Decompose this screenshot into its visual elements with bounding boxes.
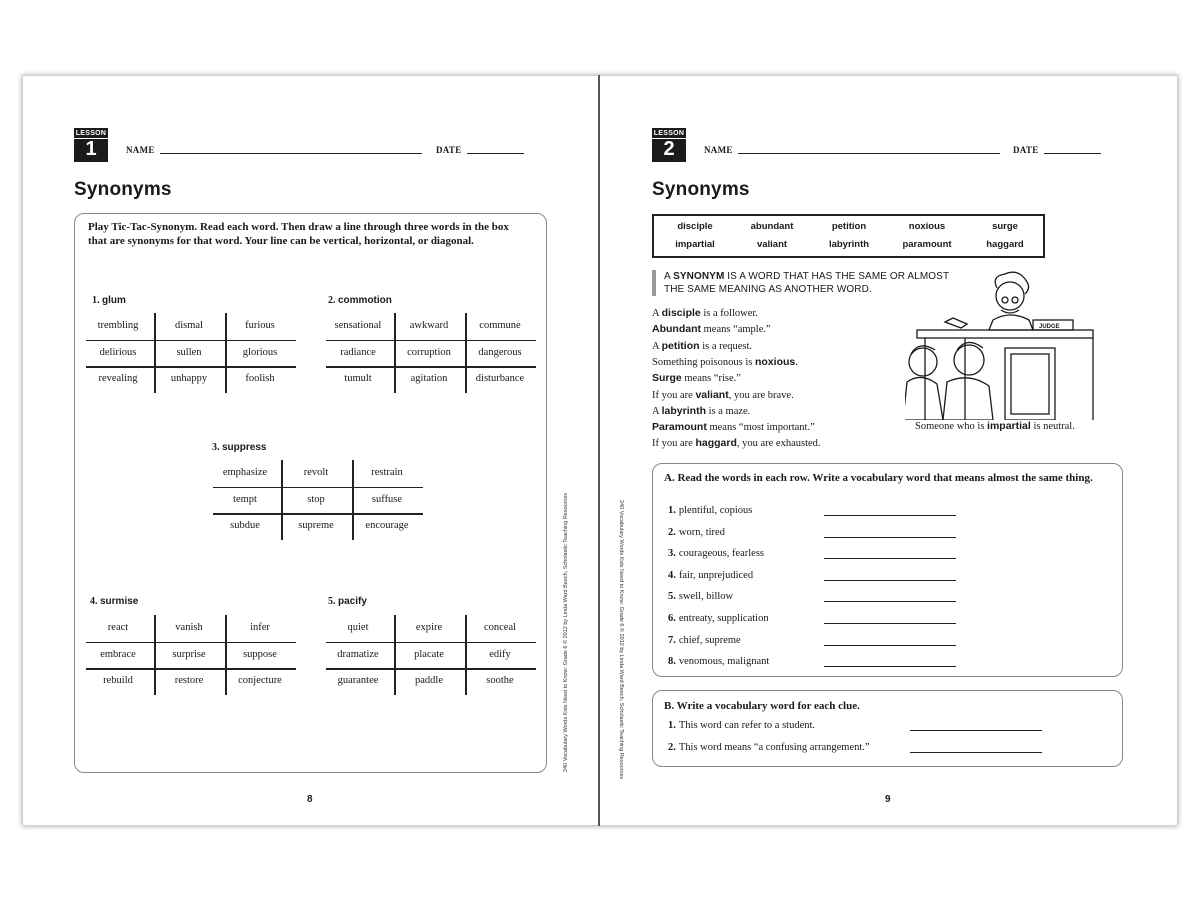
- grid-cell-word[interactable]: encourage: [365, 520, 409, 531]
- answer-line[interactable]: [824, 515, 956, 516]
- puzzle-label: 1. glum: [92, 295, 126, 306]
- illustration-caption: Someone who is impartial is neutral.: [915, 420, 1075, 432]
- lesson-badge: [652, 128, 686, 162]
- grid-cell-word[interactable]: tempt: [233, 493, 257, 505]
- word-box-item: petition: [831, 221, 867, 232]
- section-a-instruction: A. Read the words in each row. Write a vocabulary word that means almost the same thing.: [664, 472, 1093, 484]
- word-box-item: impartial: [675, 239, 715, 250]
- word-box-item: labyrinth: [828, 239, 870, 250]
- page-number: 8: [307, 794, 313, 805]
- answer-line[interactable]: [824, 558, 956, 559]
- word-box-item: valiant: [756, 239, 788, 250]
- grid-cell-word[interactable]: quiet: [347, 622, 369, 633]
- lesson-number: 2: [663, 138, 675, 160]
- grid-line: [213, 487, 423, 489]
- word-box-item: surge: [992, 221, 1018, 232]
- grid-cell-word[interactable]: disturbance: [475, 373, 525, 384]
- grid-cell-word[interactable]: embrace: [100, 648, 136, 660]
- definition-line: A petition is a request.: [652, 339, 753, 352]
- grid-cell-word[interactable]: dangerous: [478, 346, 522, 358]
- page-number: 9: [885, 794, 891, 805]
- section-b-instruction: B. Write a vocabulary word for each clue.: [664, 700, 860, 712]
- grid-cell-word[interactable]: commune: [479, 320, 521, 331]
- grid-cell-word[interactable]: vanish: [175, 622, 203, 633]
- clue-item: 1. This word can refer to a student.: [668, 720, 816, 731]
- name-field[interactable]: [738, 153, 1000, 154]
- grid-cell-word[interactable]: edify: [489, 648, 511, 660]
- book-spine: [598, 75, 600, 826]
- puzzle-label: 3. suppress: [212, 442, 267, 453]
- name-label: NAME: [704, 145, 733, 155]
- date-label: DATE: [436, 145, 462, 155]
- question-item: 2. worn, tired: [668, 526, 725, 538]
- answer-line[interactable]: [910, 730, 1042, 731]
- question-item: 8. venomous, malignant: [668, 656, 770, 668]
- instructions: Play Tic-Tac-Synonym. Read each word. Then draw a line through three words in the box that are synonyms for that word. Your line can be vertical, horizontal, or diagonal.: [88, 221, 509, 247]
- grid-cell-word[interactable]: conjecture: [238, 675, 282, 686]
- grid-cell-word[interactable]: dramatize: [337, 648, 379, 660]
- grid-cell-word[interactable]: sensational: [334, 320, 382, 331]
- grid-cell-word[interactable]: dismal: [175, 320, 203, 331]
- grid-cell-word[interactable]: revolt: [303, 467, 329, 478]
- grid-line: [326, 668, 536, 670]
- grid-cell-word[interactable]: stop: [307, 493, 325, 505]
- grid-cell-word[interactable]: react: [107, 622, 129, 633]
- grid-line: [86, 642, 296, 644]
- question-item: 6. entreaty, supplication: [668, 613, 769, 624]
- grid-cell-word[interactable]: glorious: [242, 346, 278, 358]
- word-box-item: noxious: [908, 221, 946, 232]
- name-label: NAME: [126, 145, 155, 155]
- grid-cell-word[interactable]: emphasize: [222, 467, 268, 478]
- synonym-definition: A SYNONYM IS A WORD THAT HAS THE SAME OR ALMOST THE SAME MEANING AS ANOTHER WORD.: [664, 271, 949, 295]
- grid-cell-word[interactable]: restrain: [371, 467, 403, 478]
- answer-line[interactable]: [910, 752, 1042, 753]
- grid-cell-word[interactable]: guarantee: [337, 675, 379, 686]
- definition-line: Paramount means “most important.”: [652, 421, 815, 434]
- grid-cell-word[interactable]: trembling: [97, 320, 139, 331]
- grid-cell-word[interactable]: furious: [245, 320, 275, 331]
- grid-line: [326, 340, 536, 342]
- grid-cell-word[interactable]: surprise: [172, 648, 206, 660]
- grid-cell-word[interactable]: restore: [174, 675, 204, 686]
- puzzle-label: 4. surmise: [90, 596, 139, 607]
- clue-item: 2. This word means “a confusing arrangement.”: [668, 741, 870, 753]
- grid-line: [213, 513, 423, 515]
- word-box-item: abundant: [750, 221, 794, 232]
- date-field[interactable]: [467, 153, 524, 154]
- lesson-number: 1: [85, 138, 97, 160]
- answer-line[interactable]: [824, 580, 956, 581]
- question-item: 4. fair, unprejudiced: [668, 569, 754, 581]
- grid-cell-word[interactable]: conceal: [483, 622, 517, 633]
- page-title: Synonyms: [74, 179, 172, 200]
- grid-cell-word[interactable]: agitation: [410, 373, 448, 384]
- question-item: 1. plentiful, copious: [668, 505, 753, 516]
- lesson-badge: [74, 128, 108, 162]
- definition-line: If you are haggard, you are exhausted.: [652, 437, 821, 450]
- courtroom-illustration: [905, 270, 1095, 420]
- grid-line: [326, 642, 536, 644]
- page-title: Synonyms: [652, 179, 750, 200]
- grid-cell-word[interactable]: sullen: [176, 346, 202, 358]
- grid-cell-word[interactable]: awkward: [409, 320, 449, 331]
- answer-line[interactable]: [824, 623, 956, 624]
- grid-cell-word[interactable]: foolish: [245, 373, 275, 384]
- grid-line: [86, 340, 296, 342]
- definition-line: A disciple is a follower.: [652, 307, 758, 319]
- lesson-label: LESSON: [75, 130, 107, 137]
- grid-cell-word[interactable]: soothe: [486, 675, 514, 686]
- definition-line: Surge means “rise.”: [652, 372, 741, 385]
- grid-cell-word[interactable]: unhappy: [170, 373, 208, 384]
- question-item: 5. swell, billow: [668, 591, 734, 603]
- definition-bar: [652, 270, 656, 296]
- word-box-item: disciple: [677, 221, 713, 232]
- definition-line: A labyrinth is a maze.: [652, 404, 751, 417]
- puzzle-label: 5. pacify: [328, 596, 367, 607]
- grid-cell-word[interactable]: supreme: [298, 520, 334, 531]
- question-item: 7. chief, supreme: [668, 634, 741, 646]
- grid-cell-word[interactable]: subdue: [230, 520, 260, 531]
- judge-sign: JUDGE: [1039, 324, 1060, 330]
- side-credit: 240 Vocabulary Words Kids Need to Know: Grade 6 © 2012 by Linda Ward Beech, Scholastic Teaching Resources: [563, 492, 569, 772]
- side-credit: 240 Vocabulary Words Kids Need to Know: Grade 6 © 2012 by Linda Ward Beech, Scholastic Teaching Resources: [618, 500, 624, 780]
- answer-line[interactable]: [824, 537, 956, 538]
- definition-line: Something poisonous is noxious.: [652, 355, 798, 368]
- word-box-item: haggard: [986, 239, 1024, 250]
- grid-cell-word[interactable]: corruption: [407, 346, 451, 358]
- date-label: DATE: [1013, 145, 1039, 155]
- definition-line: Abundant means “ample.”: [652, 323, 771, 336]
- name-field[interactable]: [160, 153, 422, 154]
- question-item: 3. courageous, fearless: [668, 548, 765, 560]
- date-field[interactable]: [1044, 153, 1101, 154]
- grid-cell-word[interactable]: radiance: [340, 346, 376, 358]
- grid-cell-word[interactable]: tumult: [344, 373, 372, 384]
- grid-cell-word[interactable]: suppose: [243, 648, 277, 660]
- lesson-label: LESSON: [653, 130, 685, 137]
- puzzle-label: 2. commotion: [328, 295, 392, 306]
- grid-cell-word[interactable]: placate: [414, 648, 444, 660]
- grid-cell-word[interactable]: expire: [415, 622, 443, 633]
- answer-line[interactable]: [824, 601, 956, 602]
- answer-line[interactable]: [824, 645, 956, 646]
- grid-line: [86, 366, 296, 368]
- grid-cell-word[interactable]: revealing: [98, 373, 138, 384]
- answer-line[interactable]: [824, 666, 956, 667]
- grid-line: [86, 668, 296, 670]
- word-box-item: paramount: [902, 239, 952, 250]
- definition-line: If you are valiant, you are brave.: [652, 388, 794, 401]
- grid-cell-word[interactable]: rebuild: [103, 675, 133, 686]
- grid-cell-word[interactable]: delirious: [99, 346, 137, 358]
- grid-line: [326, 366, 536, 368]
- grid-cell-word[interactable]: paddle: [415, 675, 443, 686]
- grid-cell-word[interactable]: suffuse: [371, 493, 403, 505]
- grid-cell-word[interactable]: infer: [250, 622, 270, 633]
